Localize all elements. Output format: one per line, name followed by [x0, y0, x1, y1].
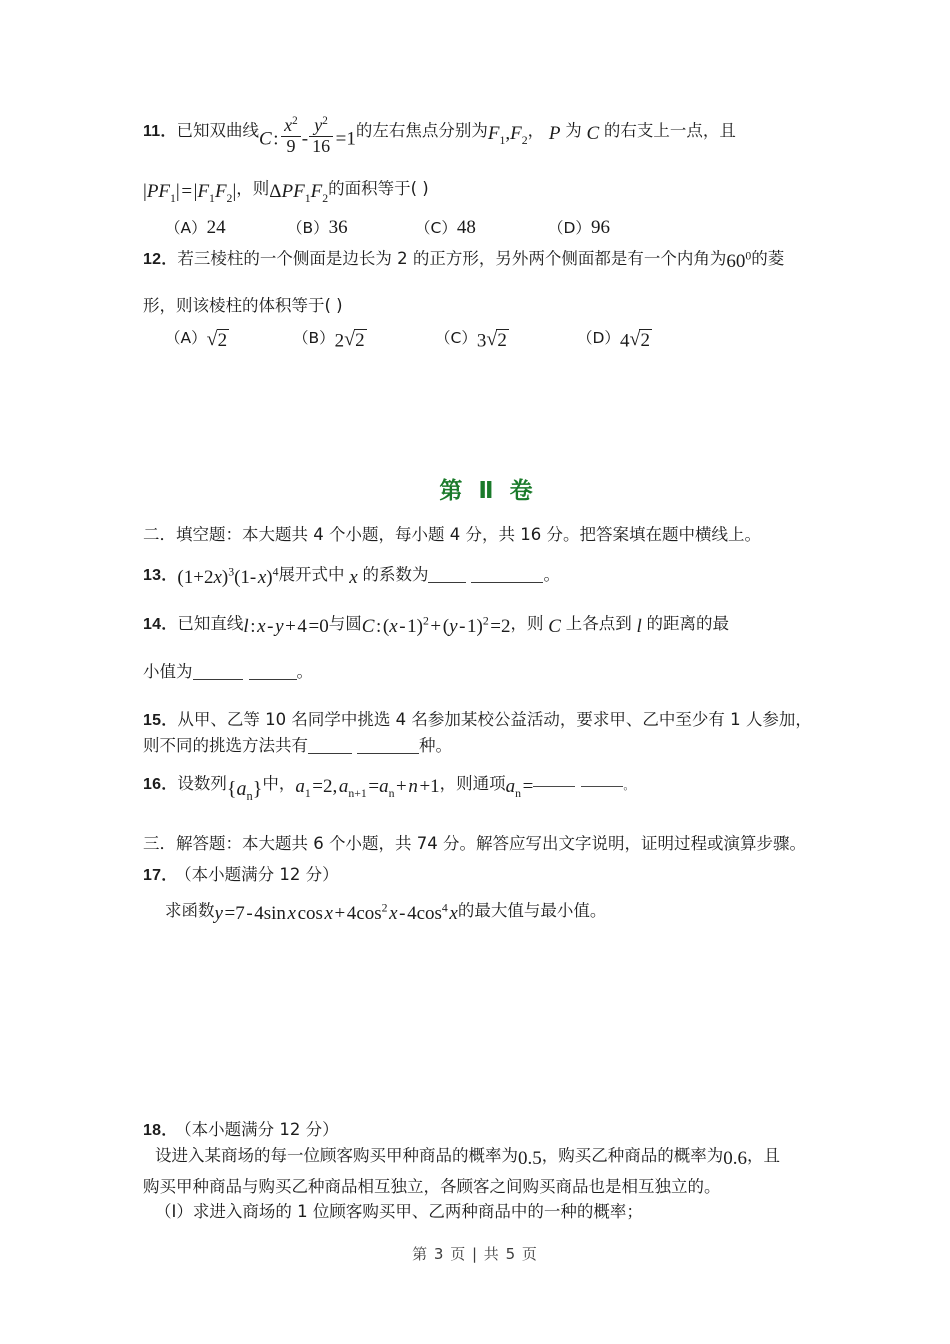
q13-exp-a: 3	[228, 565, 235, 579]
section-solve-instructions: 三．解答题：本大题共 6 个小题，共 74 分。解答应写出文字说明，证明过程或演算步骤。	[143, 833, 806, 853]
q12-option-b[interactable]	[293, 326, 435, 352]
q16-number: 16．	[143, 775, 178, 793]
q11-option-d[interactable]	[548, 216, 610, 239]
q11-curve-c: C	[581, 123, 604, 145]
q18-line2	[143, 1174, 833, 1200]
q11-option-c[interactable]	[415, 216, 548, 239]
q16-mid1: 中，	[262, 773, 296, 793]
q17-number: 17．	[143, 867, 178, 885]
q14-mid1: 与圆	[328, 613, 362, 633]
q13-period: 。	[543, 565, 560, 585]
question-13	[143, 562, 833, 593]
question-18	[143, 1117, 833, 1225]
q14-comma: ，	[510, 613, 528, 633]
q12-angle-sup: 0	[745, 249, 752, 263]
q11-mid1: 的左右焦点分别为	[355, 121, 488, 140]
q14-stem-line1	[143, 611, 833, 642]
q14-answer-blank-1[interactable]	[193, 663, 243, 680]
q11-lead: 已知双曲线	[176, 121, 260, 140]
q12-option-b-value	[335, 329, 367, 353]
q12-angle-value: 60	[726, 251, 746, 273]
q18-number: 18．	[143, 1121, 178, 1139]
q15-line1	[143, 707, 833, 733]
q11-hyperbola-equation: C : $\frac{x^2}{9}$ - $\frac{y^2}{16}$ =1	[259, 115, 356, 156]
question-15	[143, 707, 833, 759]
q15-line2	[143, 733, 833, 759]
q18-probability-1: 0.5	[518, 1148, 542, 1170]
q13-answer-blank-1[interactable]	[428, 566, 466, 583]
section-fill-in-blank-instructions: 二．填空题：本大题共 4 个小题，每小题 4 分，共 16 分。把答案填在题中横线上。	[143, 525, 761, 545]
q14-mid2: 上各点到	[565, 613, 632, 633]
q14-number: 14．	[143, 615, 178, 633]
q11-option-b[interactable]	[287, 216, 415, 239]
q13-tail: 的系数为	[362, 565, 429, 585]
q12-option-a-radicand: 2	[217, 330, 228, 352]
q16-mid2: 则通项	[456, 773, 506, 793]
question-12	[143, 246, 833, 352]
q12-option-d[interactable]	[577, 326, 652, 352]
question-17	[143, 862, 833, 929]
q11-number: 11．	[143, 123, 177, 140]
q12-option-b-label: （B）	[293, 329, 335, 348]
volume-heading: 第 Ⅱ 卷	[439, 478, 537, 505]
q16-term: $a_n$ =	[505, 775, 534, 800]
q11-option-a[interactable]	[165, 216, 287, 239]
q11-then: 则	[252, 178, 270, 198]
q13-answer-blank-2[interactable]	[471, 566, 543, 583]
q12-stem-line2	[143, 293, 833, 319]
q14-curve-c: C	[543, 615, 566, 637]
q17-formula: y =7 - 4sin x cos x + $4\cos^2$ x - $4\cos^4$ x	[214, 902, 458, 925]
q11-mid3: 的右支上一点，且	[603, 121, 736, 140]
q11-option-b-value: 36	[328, 217, 348, 239]
q14-period: 。	[296, 662, 313, 682]
q15-answer-blank-1[interactable]	[308, 736, 352, 753]
q12-text-part2: 的菱	[751, 249, 785, 269]
q15-answer-blank-2[interactable]	[357, 736, 419, 753]
q17-tail: 的最大值与最小值。	[457, 901, 607, 921]
page-number-text: 第 3 页 | 共 5 页	[412, 1245, 538, 1263]
q12-text-line2: 形，则该棱柱的体积等于( )	[143, 295, 343, 315]
q11-condition: $|PF_1|$ = $|F_1F_2|$	[143, 180, 237, 205]
q13-variable: x	[344, 567, 363, 589]
q14-lead: 已知直线	[177, 613, 244, 633]
q11-option-a-label: （A）	[165, 219, 207, 238]
q16-period: 。	[623, 778, 635, 792]
q12-option-c-value	[477, 329, 509, 353]
q17-score: （本小题满分 12 分）	[183, 865, 339, 885]
q16-sequence: $\{a_n\}$	[226, 777, 263, 803]
q14-tail: 的距离的最	[646, 613, 729, 633]
q12-option-c-coef: 3	[476, 330, 487, 352]
q11-option-a-value: 24	[206, 217, 226, 239]
q11-option-b-label: （B）	[287, 219, 329, 238]
q12-option-d-label: （D）	[577, 329, 620, 348]
q12-angle	[726, 248, 751, 277]
q11-option-c-label: （C）	[415, 219, 457, 238]
q16-recurrence: $a_1$ =2, $a_{n+1}$ $=a_n$ + n +1	[295, 775, 440, 800]
q16-answer-blank-2[interactable]	[581, 778, 623, 788]
q11-stem-line2	[143, 176, 833, 207]
q12-option-c-radicand: 2	[497, 330, 507, 352]
q16-lead: 设数列	[177, 773, 227, 793]
q11-options	[143, 216, 833, 239]
q14-stem-line2	[143, 659, 833, 685]
q15-line2-pre: 则不同的挑选方法共有	[143, 735, 308, 755]
q14-answer-blank-2[interactable]	[249, 663, 297, 680]
q11-mid2: 为	[565, 121, 582, 140]
q11-option-d-label: （D）	[548, 219, 591, 238]
q18-part-1: （Ⅰ）求进入商场的 1 位顾客购买甲、乙两种商品中的一种的概率；	[155, 1202, 643, 1222]
q11-stem-line1	[143, 115, 833, 160]
q15-number: 15．	[143, 711, 178, 729]
vertical-gap-before-q18	[143, 931, 833, 1117]
q12-text-part1: 若三棱柱的一个侧面是边长为 2 的正方形，另外两个侧面都是有一个内角为	[177, 249, 727, 269]
q14-line-l: l	[631, 615, 647, 637]
q12-option-d-coef: 4	[619, 330, 630, 352]
q11-comma2: ，	[236, 178, 253, 198]
q14-line2-pre: 小值为	[143, 662, 193, 682]
q18-line1-a: 设进入某商场的每一位顾客购买甲种商品的概率为	[155, 1145, 518, 1165]
q12-options	[143, 326, 833, 352]
q12-option-d-radicand: 2	[640, 330, 650, 352]
q16-answer-blank-1[interactable]	[533, 778, 575, 788]
page-content	[143, 115, 833, 1227]
q18-line1-b: ，购买乙种商品的概率为	[541, 1145, 724, 1165]
vertical-gap-before-volume-heading	[143, 354, 833, 472]
q15-text-line1: 从甲、乙等 10 名同学中挑选 4 名参加某校公益活动，要求甲、乙中至少有 1 人参加，	[177, 709, 812, 729]
q17-body	[143, 898, 833, 929]
q11-option-d-value: 96	[590, 217, 610, 239]
q11-tail: 的面积等于( )	[328, 178, 429, 198]
q14-circle-equation: C : (x - 1)$^2$ + (y - 1)$^2$ =2	[361, 614, 511, 637]
q12-option-b-coef: 2	[334, 330, 345, 352]
q13-expression: $(1+2x)^3(1-$ x)$^4$	[177, 565, 279, 589]
q11-point-p: P	[544, 123, 566, 145]
q18-header	[143, 1117, 833, 1143]
q18-line1-c: ，且	[747, 1145, 780, 1165]
q13-exp-b: 4	[272, 565, 279, 579]
q18-score: （本小题满分 12 分）	[183, 1119, 339, 1139]
q12-option-c-label: （C）	[435, 329, 477, 348]
q18-text-line2: 购买甲种商品与购买乙种商品相互独立，各顾客之间购买商品也是相互独立的。	[143, 1176, 721, 1196]
q13-number: 13．	[143, 567, 178, 585]
question-16	[143, 771, 833, 804]
q11-comma1: ，	[527, 121, 545, 140]
q12-option-a-value	[207, 329, 230, 353]
page-footer	[0, 1243, 950, 1264]
q11-foci: $F_1,F_2$	[487, 123, 528, 147]
question-14	[143, 611, 833, 685]
q12-option-b-radicand: 2	[355, 330, 365, 352]
q15-line2-post: 种。	[419, 735, 452, 755]
q14-line-equation: l : x - y + 4 =0	[243, 615, 329, 637]
q12-stem-line1	[143, 246, 833, 277]
q17-header	[143, 862, 833, 888]
q12-option-a-label: （A）	[165, 329, 207, 348]
q18-probability-2: 0.6	[723, 1148, 747, 1170]
q12-number: 12．	[143, 251, 178, 269]
q12-option-a[interactable]	[165, 326, 293, 352]
q18-line1	[143, 1143, 833, 1174]
q17-lead: 求函数	[165, 901, 215, 921]
q11-triangle: $\Delta PF_1F_2$	[269, 180, 329, 205]
q14-then: 则	[527, 613, 544, 633]
question-11	[143, 115, 833, 239]
q12-option-c[interactable]	[435, 326, 577, 352]
q11-option-c-value: 48	[456, 217, 476, 239]
q13-mid: 展开式中	[278, 565, 345, 585]
q18-line3	[143, 1199, 833, 1225]
q12-option-d-value	[620, 329, 652, 353]
q16-comma: ，	[439, 773, 457, 793]
